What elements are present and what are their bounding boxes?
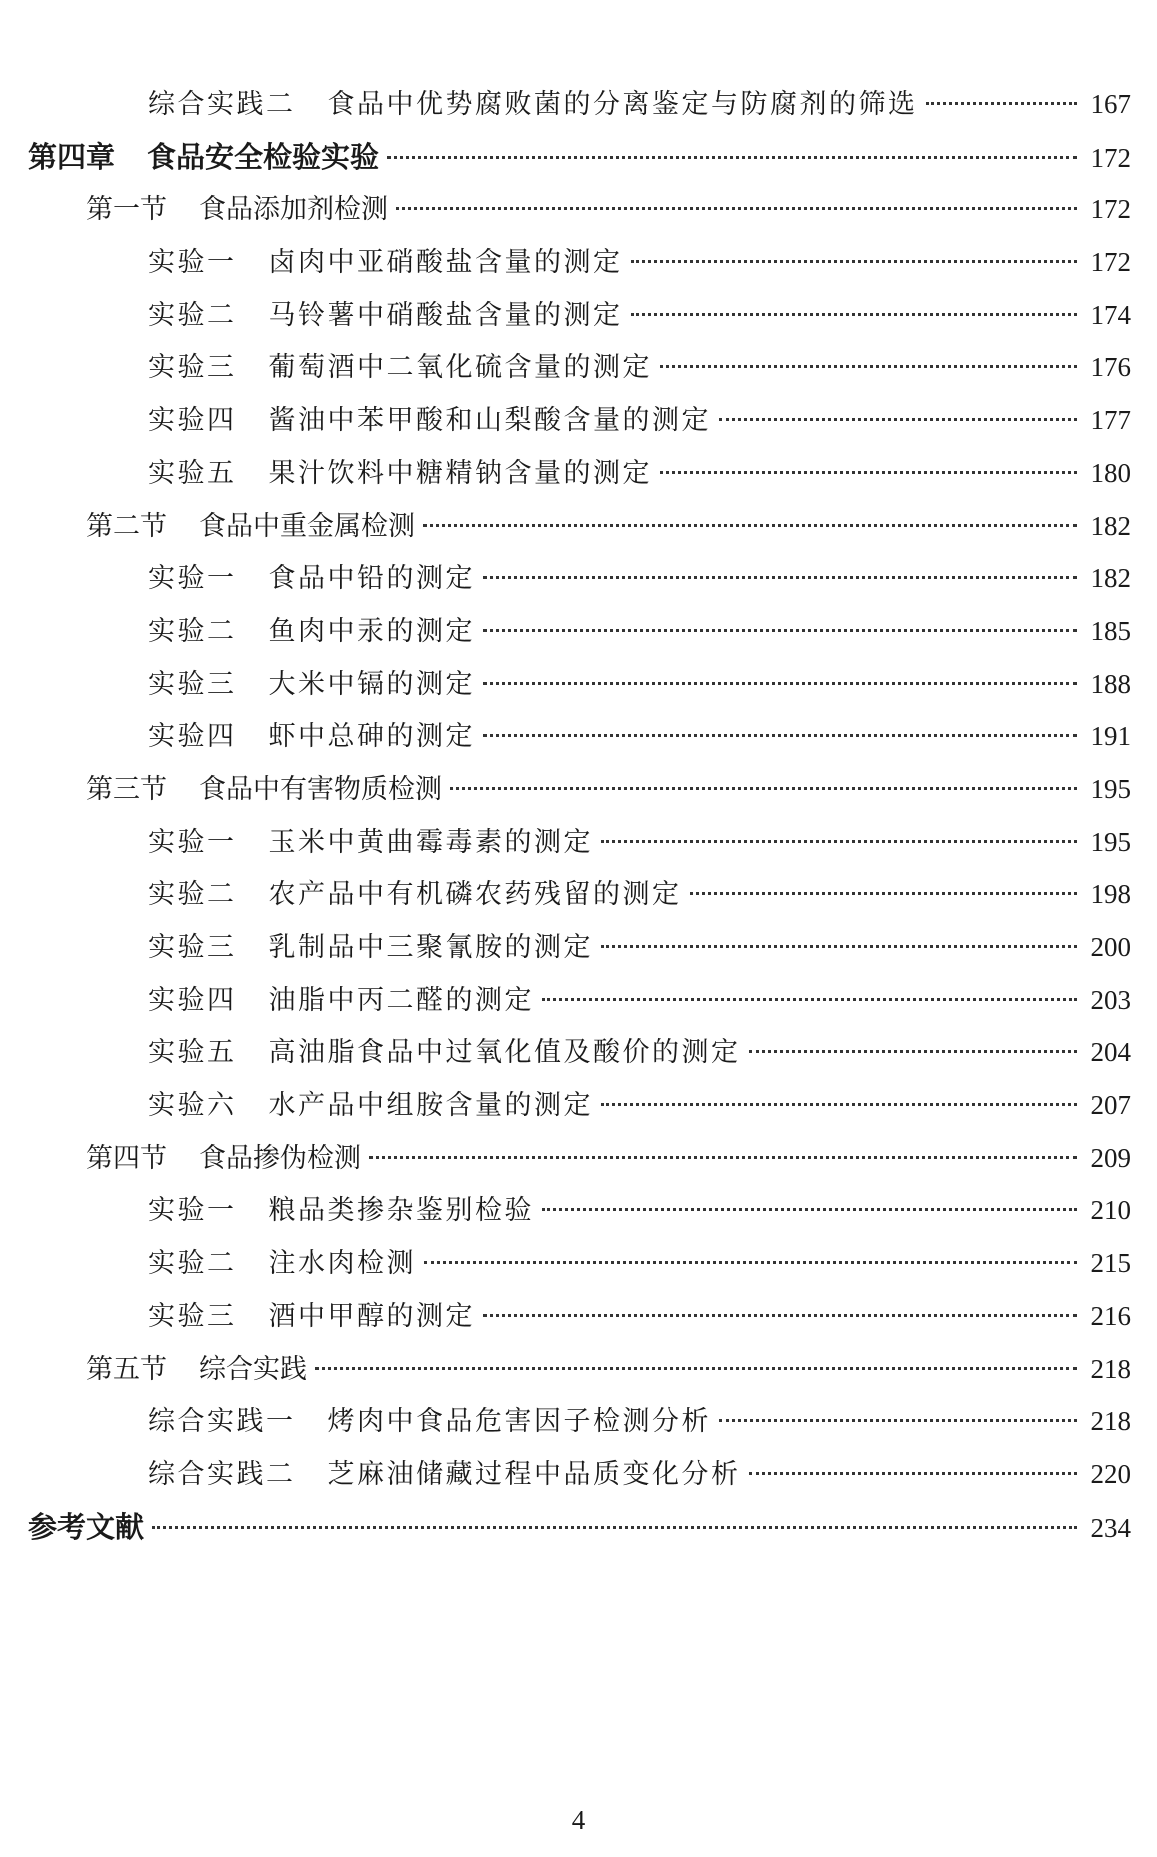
- toc-item-row: [0, 925, 1157, 978]
- toc-entry-label: [86, 767, 442, 806]
- dot-leader: [315, 1367, 1077, 1370]
- toc-entry-label: [148, 662, 475, 701]
- toc-entry-page: 210: [1090, 1195, 1131, 1226]
- toc-entry-page: 203: [1090, 984, 1131, 1015]
- toc-entry-label: [86, 187, 388, 226]
- dot-leader: [926, 102, 1078, 105]
- toc-item-row: [0, 451, 1157, 504]
- toc-entry-title: 马铃薯中硝酸盐含量的测定: [268, 299, 623, 331]
- toc-entry-label: [28, 1505, 144, 1546]
- dot-leader: [719, 418, 1077, 421]
- toc-entry-title: 酱油中苯甲酸和山梨酸含量的测定: [268, 405, 711, 437]
- toc-entry-prefix: 参考文献: [28, 1509, 145, 1544]
- dot-leader: [423, 524, 1077, 527]
- toc-entry-prefix: 实验一: [148, 826, 237, 858]
- toc-entry-page: 172: [1090, 194, 1131, 225]
- toc-entry-label: [148, 1294, 475, 1333]
- toc-item-row: [0, 1399, 1157, 1452]
- toc-entry-prefix: 实验一: [148, 1195, 237, 1227]
- toc-entry-title: 高油脂食品中过氧化值及酸价的测定: [268, 1037, 741, 1069]
- toc-item-row: [0, 398, 1157, 451]
- toc-entry-page: 216: [1090, 1300, 1131, 1331]
- dot-leader: [660, 471, 1077, 474]
- toc-entry-title: 酒中甲醇的测定: [268, 1300, 475, 1332]
- toc-item-row: [0, 293, 1157, 346]
- toc-entry-title: 食品添加剂检测: [199, 194, 388, 226]
- toc-entry-page: 167: [1090, 89, 1131, 119]
- toc-item-row: [0, 662, 1157, 715]
- toc-entry-prefix: 实验三: [148, 668, 237, 700]
- toc-entry-label: [148, 609, 475, 648]
- toc-item-row: [0, 1030, 1157, 1083]
- toc-entry-title: 食品中铅的测定: [268, 563, 475, 595]
- toc-entry-prefix: 实验五: [148, 1037, 237, 1069]
- toc-section-row: [0, 187, 1157, 240]
- toc-entry-title: 水产品中组胺含量的测定: [268, 1090, 593, 1122]
- toc-entry-title: 食品中有害物质检测: [199, 773, 442, 805]
- dot-leader: [542, 998, 1077, 1001]
- toc-entry-prefix: 实验二: [148, 615, 237, 647]
- toc-entry-prefix: 第三节: [86, 773, 167, 805]
- toc-entry-prefix: 综合实践二: [148, 89, 296, 120]
- toc-entry-label: [148, 240, 623, 279]
- toc-entry-label: [148, 1241, 416, 1280]
- toc-entry-prefix: 实验五: [148, 457, 237, 489]
- toc-item-row: [0, 609, 1157, 662]
- toc-entry-title: 注水肉检测: [268, 1248, 416, 1280]
- toc-entry-title: 鱼肉中汞的测定: [268, 615, 475, 647]
- toc-entry-title: 油脂中丙二醛的测定: [268, 984, 534, 1016]
- toc-entry-title: 大米中镉的测定: [268, 668, 475, 700]
- toc-item-row: [0, 240, 1157, 293]
- toc-item-row: [0, 872, 1157, 925]
- dot-leader: [396, 207, 1077, 210]
- toc-entry-label: [148, 1188, 534, 1227]
- toc-entry-page: 195: [1090, 773, 1131, 804]
- toc-entry-label: [148, 714, 475, 753]
- toc-entry-label: [148, 1399, 711, 1438]
- toc-item-row: [0, 345, 1157, 398]
- toc-entry-title: 玉米中黄曲霉毒素的测定: [268, 826, 593, 858]
- toc-entry-page: 177: [1090, 405, 1131, 436]
- toc-entry-label: [148, 1452, 741, 1491]
- toc-entry-label: [86, 1136, 361, 1175]
- dot-leader: [749, 1472, 1078, 1475]
- toc-entry-label: [148, 1083, 593, 1122]
- toc-entry-prefix: 第四节: [86, 1142, 167, 1174]
- toc-entry-prefix: 第五节: [86, 1353, 167, 1385]
- dot-leader: [601, 945, 1077, 948]
- dot-leader: [483, 734, 1077, 737]
- toc-entry-prefix: 实验六: [148, 1090, 237, 1122]
- toc-entry-prefix: 实验二: [148, 299, 237, 331]
- toc-entry-title: 食品中优势腐败菌的分离鉴定与防腐剂的筛选: [327, 89, 918, 120]
- toc-chapter-row: [0, 135, 1157, 188]
- dot-leader: [387, 156, 1077, 159]
- dot-leader: [542, 1208, 1077, 1211]
- toc-entry-prefix: 综合实践二: [148, 1458, 296, 1490]
- toc-entry-prefix: 第四章: [28, 139, 116, 174]
- toc-entry-page: 182: [1090, 510, 1131, 541]
- toc-entry-page: 174: [1090, 299, 1131, 330]
- toc-item-row: [0, 820, 1157, 873]
- toc-entry-label: [148, 556, 475, 595]
- toc-entry-page: 185: [1090, 615, 1131, 646]
- dot-leader: [424, 1261, 1077, 1264]
- toc-entry-title: 综合实践: [199, 1353, 307, 1385]
- toc-entry-prefix: 综合实践一: [148, 1406, 296, 1438]
- toc-entry-page: 188: [1090, 668, 1131, 699]
- toc-entry-title: 芝麻油储藏过程中品质变化分析: [327, 1458, 741, 1490]
- dot-leader: [631, 260, 1078, 263]
- toc-item-row: [0, 978, 1157, 1031]
- dot-leader: [483, 1314, 1077, 1317]
- toc-entry-label: [86, 504, 415, 543]
- toc-entry-page: 218: [1090, 1406, 1131, 1437]
- toc-entry-page: 182: [1090, 563, 1131, 594]
- toc-entry-title: 卤肉中亚硝酸盐含量的测定: [268, 247, 623, 279]
- toc-entry-label: [148, 978, 534, 1017]
- toc-entry-title: 食品安全检验实验: [147, 139, 380, 174]
- toc-entry-label: [148, 925, 593, 964]
- toc-entry-label: [28, 135, 379, 176]
- toc-entry-prefix: 实验三: [148, 932, 237, 963]
- toc-entry-title: 虾中总砷的测定: [268, 721, 475, 753]
- toc-entry-title: 食品中重金属检测: [199, 510, 415, 542]
- toc-entry-prefix: 实验二: [148, 879, 237, 911]
- dot-leader: [601, 1103, 1077, 1106]
- toc-entry-prefix: 第一节: [86, 194, 167, 226]
- toc-entry-label: [148, 398, 711, 437]
- toc-item-row: [0, 1083, 1157, 1136]
- toc-entry-title: 烤肉中食品危害因子检测分析: [327, 1406, 711, 1438]
- toc-item-row: [0, 1188, 1157, 1241]
- dot-leader: [369, 1156, 1077, 1159]
- toc-entry-label: [148, 82, 918, 121]
- toc-section-row: [0, 1136, 1157, 1189]
- dot-leader: [660, 365, 1077, 368]
- toc-entry-page: 234: [1090, 1512, 1131, 1543]
- toc-entry-title: 葡萄酒中二氧化硫含量的测定: [268, 352, 652, 384]
- toc-item-row: [0, 714, 1157, 767]
- toc-item-row: [0, 1294, 1157, 1347]
- toc-section-row: [0, 1347, 1157, 1400]
- page-number: 4: [571, 1805, 586, 1835]
- toc-entry-prefix: 实验三: [148, 352, 237, 384]
- toc-entry-page: 198: [1090, 879, 1131, 910]
- toc-entry-page: 215: [1090, 1248, 1131, 1279]
- toc-entry-title: 果汁饮料中糖精钠含量的测定: [268, 457, 652, 489]
- toc-entry-title: 粮品类掺杂鉴别检验: [268, 1195, 534, 1227]
- toc-entry-title: 食品掺伪检测: [199, 1142, 361, 1174]
- dot-leader: [719, 1419, 1077, 1422]
- toc-item-row: [0, 1452, 1157, 1505]
- toc-entry-label: [148, 872, 682, 911]
- toc-entry-prefix: 第二节: [86, 510, 167, 542]
- toc-entry-page: 218: [1090, 1353, 1131, 1384]
- dot-leader: [483, 629, 1077, 632]
- toc-entry-label: [148, 293, 623, 332]
- dot-leader: [483, 576, 1077, 579]
- toc-entry-label: [148, 1030, 741, 1069]
- toc-entry-prefix: 实验二: [148, 1248, 237, 1280]
- toc-entry-prefix: 实验四: [148, 721, 237, 753]
- dot-leader: [601, 840, 1077, 843]
- toc-entry-page: 172: [1090, 247, 1131, 278]
- toc-entry-label: [148, 451, 652, 490]
- toc-entry-prefix: 实验一: [148, 563, 237, 595]
- dot-leader: [450, 787, 1077, 790]
- toc-entry-label: [148, 820, 593, 859]
- toc-entry-prefix: 实验四: [148, 984, 237, 1016]
- toc-entry-title: 乳制品中三聚氰胺的测定: [268, 932, 593, 963]
- toc-entry-prefix: 实验四: [148, 405, 237, 437]
- dot-leader: [749, 1050, 1078, 1053]
- toc-entry-page: 176: [1090, 352, 1131, 383]
- toc-entry-title: 农产品中有机磷农药残留的测定: [268, 879, 682, 911]
- toc-entry-page: 209: [1090, 1142, 1131, 1173]
- toc-entry-label: [86, 1347, 307, 1386]
- toc-entry-page: 200: [1090, 932, 1131, 962]
- toc-entry-label: [148, 345, 652, 384]
- toc-section-row: [0, 504, 1157, 557]
- toc-entry-page: 207: [1090, 1090, 1131, 1121]
- toc-item-row: [0, 556, 1157, 609]
- toc-entry-page: 220: [1090, 1458, 1131, 1489]
- toc-chapter-row: [0, 1505, 1157, 1558]
- toc-entry-prefix: 实验三: [148, 1300, 237, 1332]
- dot-leader: [152, 1526, 1077, 1529]
- dot-leader: [483, 682, 1077, 685]
- toc-entry-page: 195: [1090, 826, 1131, 857]
- dot-leader: [690, 892, 1078, 895]
- toc-section-row: [0, 767, 1157, 820]
- toc-entry-page: 172: [1090, 142, 1131, 173]
- toc-entry-page: 180: [1090, 457, 1131, 488]
- toc-entry-prefix: 实验一: [148, 247, 237, 279]
- dot-leader: [631, 313, 1078, 316]
- toc-item-row: [0, 82, 1157, 135]
- toc-entry-page: 204: [1090, 1037, 1131, 1068]
- toc-item-row: [0, 1241, 1157, 1294]
- table-of-contents: [0, 82, 1157, 1557]
- toc-entry-page: 191: [1090, 721, 1131, 752]
